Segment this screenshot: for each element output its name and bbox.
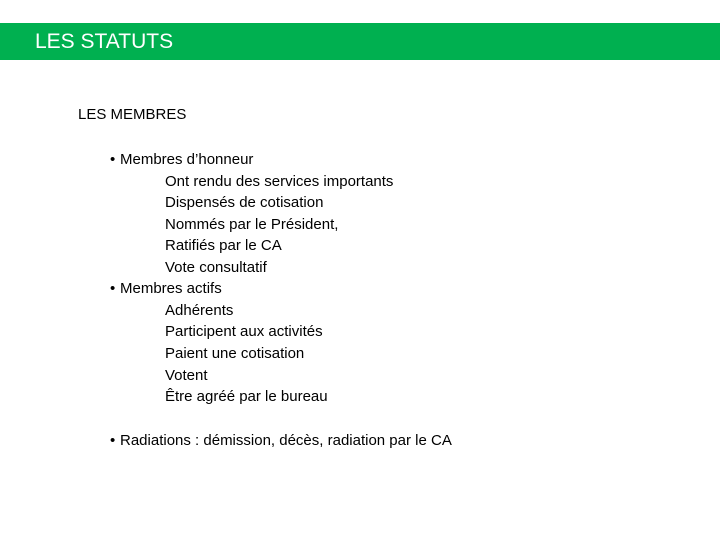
sub-list-item: Nommés par le Président, <box>165 216 339 233</box>
sub-list-item: Ratifiés par le CA <box>165 237 282 254</box>
list-item-active-members <box>110 279 222 299</box>
sub-list-item: Votent <box>165 367 208 384</box>
page-title: LES STATUTS <box>35 30 174 53</box>
list-item-label: Membres d’honneur <box>120 151 254 168</box>
sub-list-item: Dispensés de cotisation <box>165 194 324 211</box>
sub-list-item: Adhérents <box>165 302 234 319</box>
sub-list-item: Ont rendu des services importants <box>165 173 394 190</box>
list-item-label: Radiations : démission, décès, radiation par le CA <box>120 432 452 449</box>
title-bar <box>0 23 720 60</box>
sub-list-item: Être agréé par le bureau <box>165 388 328 405</box>
list-item-honorary-members <box>110 150 253 170</box>
bullet-icon: • <box>110 432 116 449</box>
list-item-radiations <box>110 431 452 451</box>
section-heading: LES MEMBRES <box>78 106 187 123</box>
list-item-label: Membres actifs <box>120 280 222 297</box>
sub-list-item: Participent aux activités <box>165 323 323 340</box>
bullet-icon: • <box>110 151 116 168</box>
bullet-icon: • <box>110 280 116 297</box>
sub-list-item: Paient une cotisation <box>165 345 305 362</box>
sub-list-item: Vote consultatif <box>165 259 267 276</box>
